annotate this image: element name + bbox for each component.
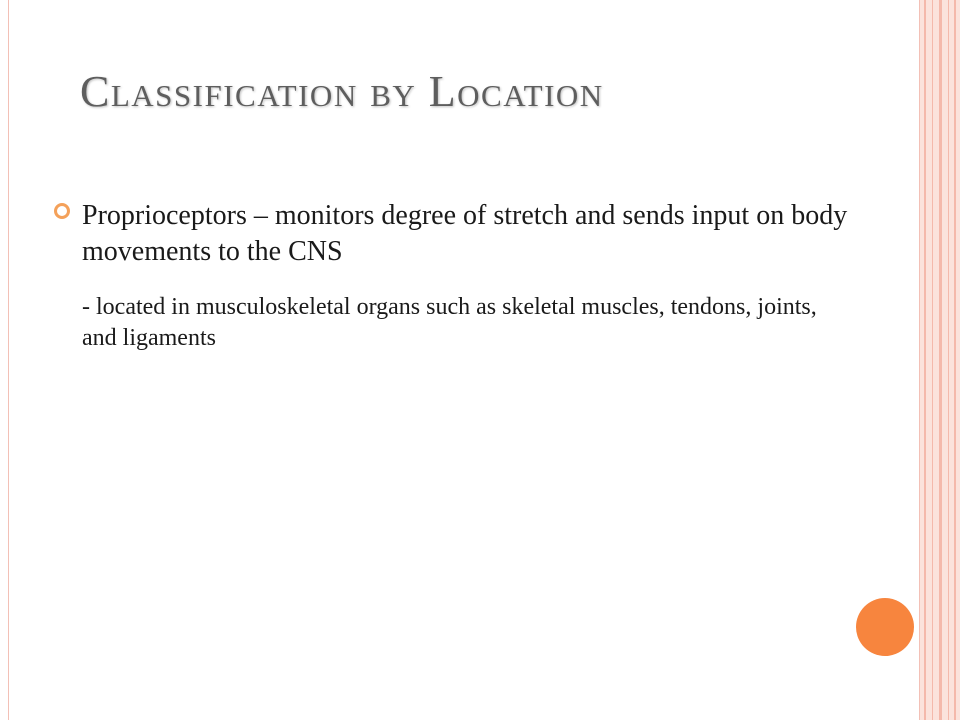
bullet-text: Proprioceptors – monitors degree of stretch and sends input on body movements to the CNS bbox=[82, 200, 848, 267]
side-band-stripe bbox=[948, 0, 949, 720]
slide-title: Classification by Location bbox=[80, 67, 604, 116]
side-band-stripe bbox=[932, 0, 933, 720]
side-band-stripe bbox=[954, 0, 956, 720]
side-band-stripe bbox=[924, 0, 926, 720]
left-frame-line bbox=[8, 0, 9, 720]
side-band-stripe bbox=[939, 0, 942, 720]
hollow-circle-bullet-icon bbox=[54, 203, 70, 219]
right-side-band bbox=[920, 0, 960, 720]
orange-circle-icon bbox=[856, 598, 914, 656]
sub-bullet-text: - located in musculoskeletal organs such as skeletal muscles, tendons, joints, and ligaments bbox=[82, 294, 817, 351]
